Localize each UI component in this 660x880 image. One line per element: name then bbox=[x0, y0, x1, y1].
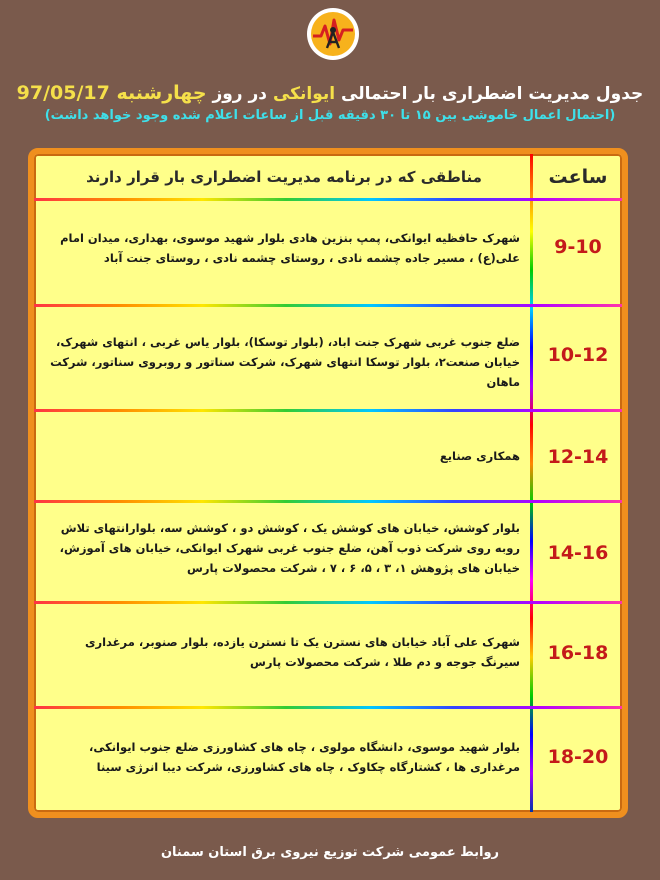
row-areas: بلوار کوشش، خیابان های کوشش یک ، کوشش دو ، کوشش سه، بلوارانتهای تلاش روبه روی شرکت ذوب آهن، ضلع جنوب غربی شهرک ایوانکی، خیابان های آموزش، خیابان های پژوهش ۱، ۳ ، ۵، ۶ ، ۷ ، شرکت محصولات پارس bbox=[59, 521, 520, 575]
row-areas: همکاری صنایع bbox=[439, 449, 520, 463]
row-divider bbox=[34, 198, 622, 201]
title-date: چهارشنبه 97/05/17 bbox=[16, 82, 207, 104]
row-areas: شهرک علی آباد خیابان های نسترن یک تا نسترن یازده، بلوار صنوبر، مرغداری سیرنگ جوجه و دم طلا ، شرکت محصولات پارس bbox=[84, 635, 520, 669]
row-time: 10-12 bbox=[547, 344, 609, 366]
row-areas: شهرک حافظیه ایوانکی، پمپ بنزین هادی بلوار شهید موسوی، بهداری، میدان امام علی(ع) ، مسیر جاده چشمه نادی ، روستای چشمه نادی ، روستای جنت آباد bbox=[60, 231, 520, 265]
time-column-header: ساعت bbox=[548, 166, 608, 188]
title-part1: جدول مدیریت اضطراری بار احتمالی bbox=[341, 84, 644, 104]
row-divider bbox=[34, 706, 622, 709]
schedule-table bbox=[28, 148, 628, 818]
title-city: ایوانکی bbox=[272, 84, 336, 104]
row-time: 16-18 bbox=[547, 642, 609, 664]
footer-credit: روابط عمومی شرکت توزیع نیروی برق استان سمنان bbox=[160, 845, 500, 860]
row-divider bbox=[34, 601, 622, 604]
title-part2: در روز bbox=[212, 84, 268, 104]
row-areas: ضلع جنوب غربی شهرک جنت اباد، (بلوار توسکا)، بلوار یاس غربی ، انتهای شهرک، خیابان صنعت۲، بلوار توسکا انتهای شهرک، شرکت سناتور و روبروی سناتور، شرکت ماهان bbox=[50, 335, 520, 389]
row-time: 12-14 bbox=[547, 446, 609, 468]
row-time: 18-20 bbox=[547, 746, 609, 768]
page-subtitle: (احتمال اعمال خاموشی بین ۱۵ تا ۳۰ دقیقه قبل از ساعات اعلام شده وجود خواهد داشت) bbox=[44, 108, 616, 123]
row-areas: بلوار شهید موسوی، دانشگاه مولوی ، چاه های کشاورزی ضلع جنوب ایوانکی، مرغداری ها ، کشتارگاه چکاوک ، چاه های کشاورزی، شرکت دیبا انرژی سینا bbox=[89, 740, 520, 774]
page-title bbox=[14, 82, 646, 104]
row-divider bbox=[34, 409, 622, 412]
row-divider bbox=[34, 304, 622, 307]
electric-company-logo bbox=[305, 6, 361, 62]
row-time: 14-16 bbox=[547, 542, 609, 564]
column-divider bbox=[530, 154, 533, 812]
row-divider bbox=[34, 500, 622, 503]
row-time: 9-10 bbox=[554, 236, 602, 258]
areas-column-header: مناطقی که در برنامه مدیریت اضطراری بار قرار دارند bbox=[86, 168, 482, 186]
